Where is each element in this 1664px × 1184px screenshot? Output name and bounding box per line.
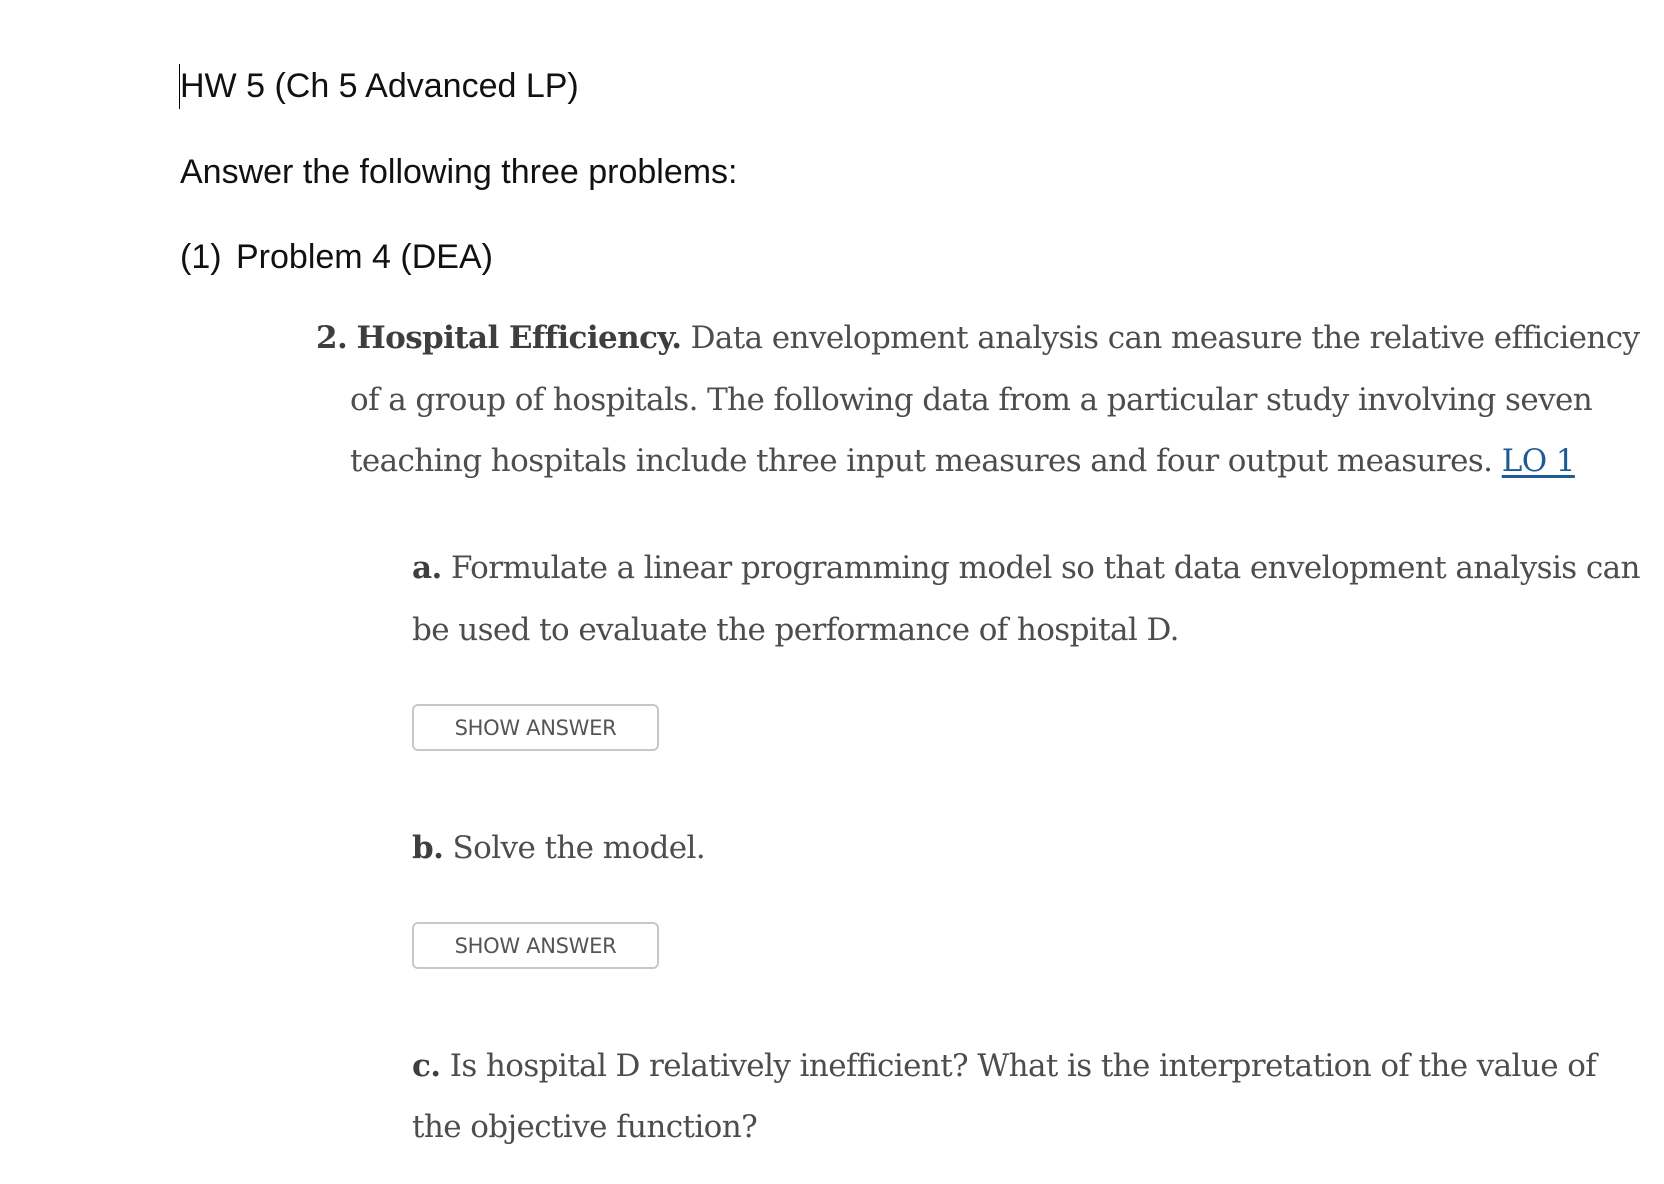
part-a-label: a. bbox=[412, 550, 442, 586]
show-answer-button-b[interactable]: SHOW ANSWER bbox=[412, 922, 659, 969]
exercise-number: 2. bbox=[316, 320, 348, 356]
exercise-line-3-text: teaching hospitals include three input measures and four output measures. bbox=[350, 443, 1502, 479]
exercise-line-2: of a group of hospitals. The following data from a particular study involving seven bbox=[350, 382, 1593, 418]
instructions-text: Answer the following three problems: bbox=[180, 153, 738, 191]
part-c-line-1-text: Is hospital D relatively inefficient? What is the interpretation of the value of bbox=[440, 1048, 1597, 1084]
part-a-line-1-text: Formulate a linear programming model so that data envelopment analysis can bbox=[441, 550, 1640, 586]
problem-number: (1) bbox=[180, 238, 222, 276]
learning-objective-link[interactable]: LO 1 bbox=[1501, 443, 1575, 479]
problem-heading-text: Problem 4 (DEA) bbox=[236, 238, 493, 276]
part-c-line-2: the objective function? bbox=[412, 1109, 758, 1145]
part-a-line-2: be used to evaluate the performance of hospital D. bbox=[412, 612, 1179, 648]
exercise-line-1 bbox=[316, 318, 1639, 358]
part-b-line-1 bbox=[412, 828, 705, 868]
part-b-label: b. bbox=[412, 830, 444, 866]
exercise-line-3 bbox=[350, 441, 1575, 481]
part-a-line-1 bbox=[412, 548, 1640, 588]
part-b-line-1-text: Solve the model. bbox=[443, 830, 706, 866]
exercise-line-1-text: Data envelopment analysis can measure the relative efficiency bbox=[681, 320, 1640, 356]
document-title: HW 5 (Ch 5 Advanced LP) bbox=[180, 67, 579, 105]
show-answer-button-a[interactable]: SHOW ANSWER bbox=[412, 704, 659, 751]
part-c-label: c. bbox=[412, 1048, 441, 1084]
part-c-line-1 bbox=[412, 1046, 1596, 1086]
problem-heading bbox=[180, 235, 493, 279]
exercise-name: Hospital Efficiency. bbox=[356, 320, 682, 356]
